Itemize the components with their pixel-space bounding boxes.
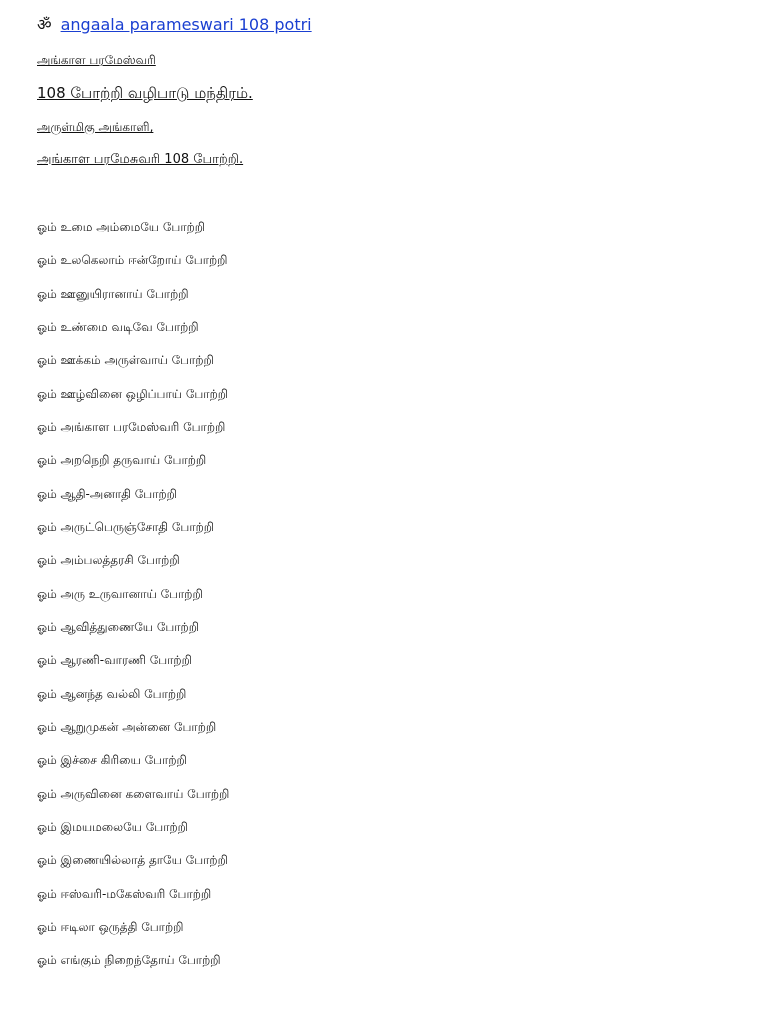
potri-list xyxy=(37,211,229,978)
document-title xyxy=(37,14,312,36)
potri-line: ஓம் உலகெலாம் ஈன்றோய் போற்றி xyxy=(37,253,228,268)
potri-line: ஓம் ஈடிலா ஒருத்தி போற்றி xyxy=(37,919,184,934)
potri-line: ஓம் அங்காள பரமேஸ்வரி போற்றி xyxy=(37,419,226,434)
potri-line: ஓம் ஊனுயிரானாய் போற்றி xyxy=(37,286,189,301)
intro-line-invocation: அருள்மிகு அங்காளி, xyxy=(37,120,154,134)
intro-line-subtitle: அங்காள பரமேசுவரி 108 போற்றி. xyxy=(37,152,244,167)
potri-line: ஓம் இச்சை கிரியை போற்றி xyxy=(37,753,187,768)
potri-line: ஓம் இணையில்லாத் தாயே போற்றி xyxy=(37,853,228,868)
potri-line: ஓம் ஊக்கம் அருள்வாய் போற்றி xyxy=(37,353,214,368)
potri-line: ஓம் அம்பலத்தரசி போற்றி xyxy=(37,553,180,568)
potri-line: ஓம் அரு உருவானாய் போற்றி xyxy=(37,586,203,601)
intro-line-deity-name: அங்காள பரமேஸ்வரி xyxy=(37,53,156,67)
intro-line-heading: 108 போற்றி வழிபாடு மந்திரம். xyxy=(37,84,253,102)
potri-line: ஓம் எங்கும் நிறைந்தோய் போற்றி xyxy=(37,953,221,968)
potri-line: ஓம் அருட்பெருஞ்சோதி போற்றி xyxy=(37,519,215,534)
potri-line: ஓம் ஆதி-அனாதி போற்றி xyxy=(37,486,177,501)
om-icon: ॐ xyxy=(37,15,52,34)
potri-line: ஓம் ஆனந்த வல்லி போற்றி xyxy=(37,686,187,701)
potri-line: ஓம் ஆவித்துணையே போற்றி xyxy=(37,619,200,634)
potri-line: ஓம் அறநெறி தருவாய் போற்றி xyxy=(37,453,207,468)
potri-line: ஓம் ஆரணி-வாரணி போற்றி xyxy=(37,653,192,668)
potri-line: ஓம் அருவினை களைவாய் போற்றி xyxy=(37,786,230,801)
potri-line: ஓம் இமயமலையே போற்றி xyxy=(37,819,188,834)
potri-line: ஓம் உமை அம்மையே போற்றி xyxy=(37,220,206,234)
potri-line: ஓம் உண்மை வடிவே போற்றி xyxy=(37,319,199,334)
potri-line: ஓம் ஈஸ்வரி-மகேஸ்வரி போற்றி xyxy=(37,886,212,901)
title-link[interactable]: angaala parameswari 108 potri xyxy=(60,15,312,34)
potri-line: ஓம் ஆறுமுகன் அன்னை போற்றி xyxy=(37,719,217,734)
potri-line: ஓம் ஊழ்வினை ஒழிப்பாய் போற்றி xyxy=(37,386,229,401)
